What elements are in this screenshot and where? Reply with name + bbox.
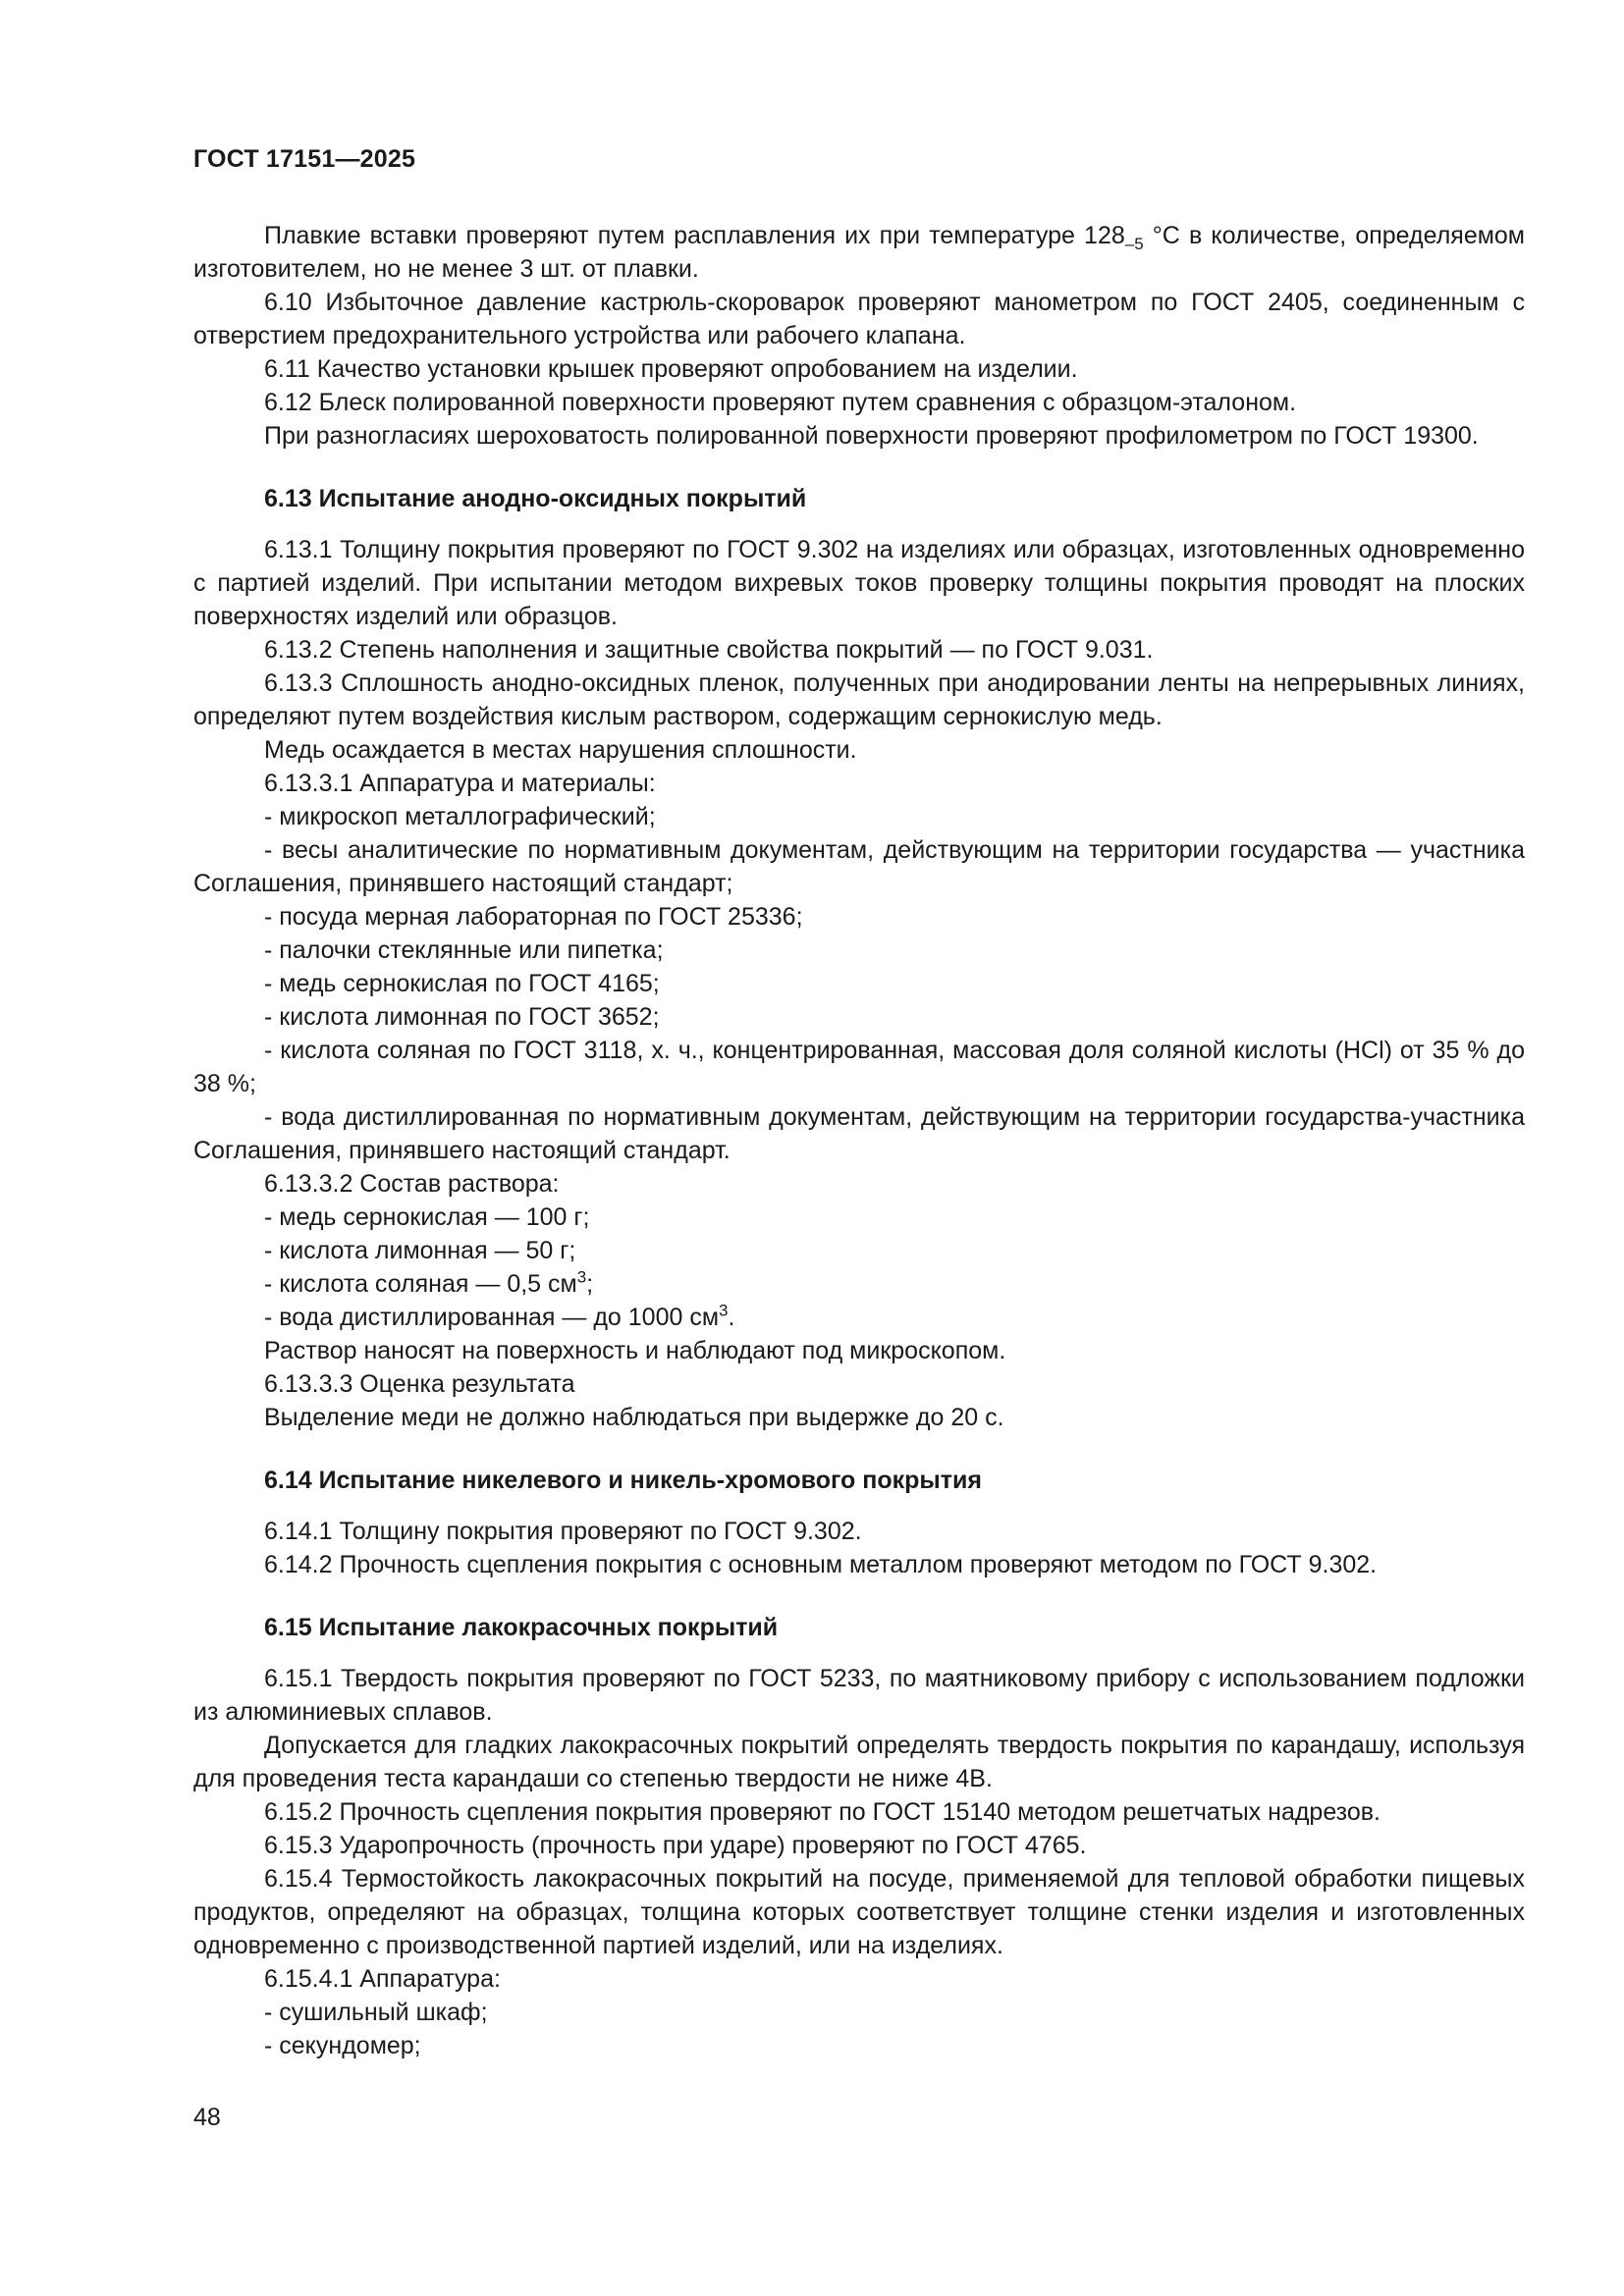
paragraph-6-10: 6.10 Избыточное давление кастрюль-скороварок проверяют манометром по ГОСТ 2405, соединенным с отверстием предохранительного устройства или рабочего клапана. [193, 289, 1525, 349]
list-item: - кислота лимонная по ГОСТ 3652; [264, 1003, 660, 1031]
paragraph-6-13-1: 6.13.1 Толщину покрытия проверяют по ГОСТ 9.302 на изделиях или образцах, изготовленных одновременно с партией изделий. При испытании методом вихревых токов проверку толщины покрытия проводят на плоских поверхностях изделий или образцов. [193, 536, 1525, 630]
document-page [193, 145, 1525, 2062]
paragraph-6-13-3-1: 6.13.3.1 Аппаратура и материалы: [264, 770, 656, 797]
paragraph-result: Выделение меди не должно наблюдаться при выдержке до 20 с. [264, 1404, 1004, 1431]
paragraph-6-14-2: 6.14.2 Прочность сцепления покрытия с основным металлом проверяют методом по ГОСТ 9.302. [264, 1551, 1378, 1578]
list-item: - посуда мерная лабораторная по ГОСТ 25336; [264, 903, 803, 931]
list-item: - секундомер; [264, 2032, 421, 2059]
paragraph-6-15-3: 6.15.3 Ударопрочность (прочность при ударе) проверяют по ГОСТ 4765. [264, 1832, 1087, 1859]
list-item: - палочки стеклянные или пипетка; [264, 936, 664, 964]
paragraph-pencil-hardness: Допускается для гладких лакокрасочных покрытий определять твердость покрытия по карандашу, используя для проведения теста карандаши со степенью твердости не ниже 4В. [193, 1732, 1525, 1792]
paragraph-roughness: При разногласиях шероховатость полированной поверхности проверяют профилометром по ГОСТ 19300. [264, 422, 1479, 450]
paragraph-6-14-1: 6.14.1 Толщину покрытия проверяют по ГОСТ 9.302. [264, 1518, 862, 1545]
paragraph-solution-apply: Раствор наносят на поверхность и наблюдают под микроскопом. [264, 1337, 1006, 1364]
paragraph-6-15-4: 6.15.4 Термостойкость лакокрасочных покрытий на посуде, применяемой для тепловой обработки пищевых продуктов, определяют на образцах, толщина которых соответствует толщине стенки изделия и изготовленных одновременно с производственной партией изделий, или на изделиях. [193, 1865, 1525, 1959]
section-heading-6-14: 6.14 Испытание никелевого и никель-хромового покрытия [264, 1467, 982, 1494]
list-item: - кислота лимонная — 50 г; [264, 1237, 576, 1264]
list-item: - микроскоп металлографический; [264, 803, 656, 830]
paragraph-6-11: 6.11 Качество установки крышек проверяют опробованием на изделии. [264, 355, 1078, 383]
paragraph-6-12: 6.12 Блеск полированной поверхности проверяют путем сравнения с образцом-эталоном. [264, 389, 1297, 416]
paragraph-6-13-3-3: 6.13.3.3 Оценка результата [264, 1370, 575, 1398]
section-heading-6-15: 6.15 Испытание лакокрасочных покрытий [264, 1614, 779, 1641]
paragraph-copper-deposit: Медь осаждается в местах нарушения сплошности. [264, 736, 857, 764]
list-item: - медь сернокислая по ГОСТ 4165; [264, 970, 660, 997]
paragraph-6-13-3-2: 6.13.3.2 Состав раствора: [264, 1170, 560, 1198]
list-item: - сушильный шкаф; [264, 1999, 488, 2026]
list-item: - кислота соляная по ГОСТ 3118, х. ч., концентрированная, массовая доля соляной кислоты (HCl) от 35 % до 38 %; [193, 1037, 1525, 1097]
list-item: - медь сернокислая — 100 г; [264, 1203, 590, 1231]
list-item: - кислота соляная — 0,5 $см^3$; [264, 1267, 594, 1298]
paragraph-6-13-2: 6.13.2 Степень наполнения и защитные свойства покрытий — по ГОСТ 9.031. [264, 636, 1154, 664]
list-item: - вода дистиллированная — до 1000 $см^3$. [264, 1301, 735, 1331]
list-item: - вода дистиллированная по нормативным документам, действующим на территории государства-участника Соглашения, принявшего настоящий стандарт. [193, 1103, 1525, 1164]
paragraph-fuse-inserts: Плавкие вставки проверяют путем расплавления их при температуре $128_{-5}$ °С в количестве, определяемом изготовителем, но не менее 3 шт. от плавки. [193, 222, 1525, 283]
document-header: ГОСТ 17151—2025 [193, 145, 416, 173]
section-heading-6-13: 6.13 Испытание анодно-оксидных покрытий [264, 485, 807, 512]
list-item: - весы аналитические по нормативным документам, действующим на территории государства — участника Соглашения, принявшего настоящий стандарт; [193, 836, 1525, 897]
paragraph-6-15-1: 6.15.1 Твердость покрытия проверяют по ГОСТ 5233, по маятниковому прибору с использованием подложки из алюминиевых сплавов. [193, 1665, 1525, 1726]
paragraph-6-15-4-1: 6.15.4.1 Аппаратура: [264, 1965, 501, 1993]
page-number: 48 [193, 2104, 221, 2131]
paragraph-6-15-2: 6.15.2 Прочность сцепления покрытия проверяют по ГОСТ 15140 методом решетчатых надрезов. [264, 1798, 1380, 1826]
paragraph-6-13-3: 6.13.3 Сплошность анодно-оксидных пленок, полученных при анодировании ленты на непрерывных линиях, определяют путем воздействия кислым раствором, содержащим сернокислую медь. [193, 669, 1525, 730]
